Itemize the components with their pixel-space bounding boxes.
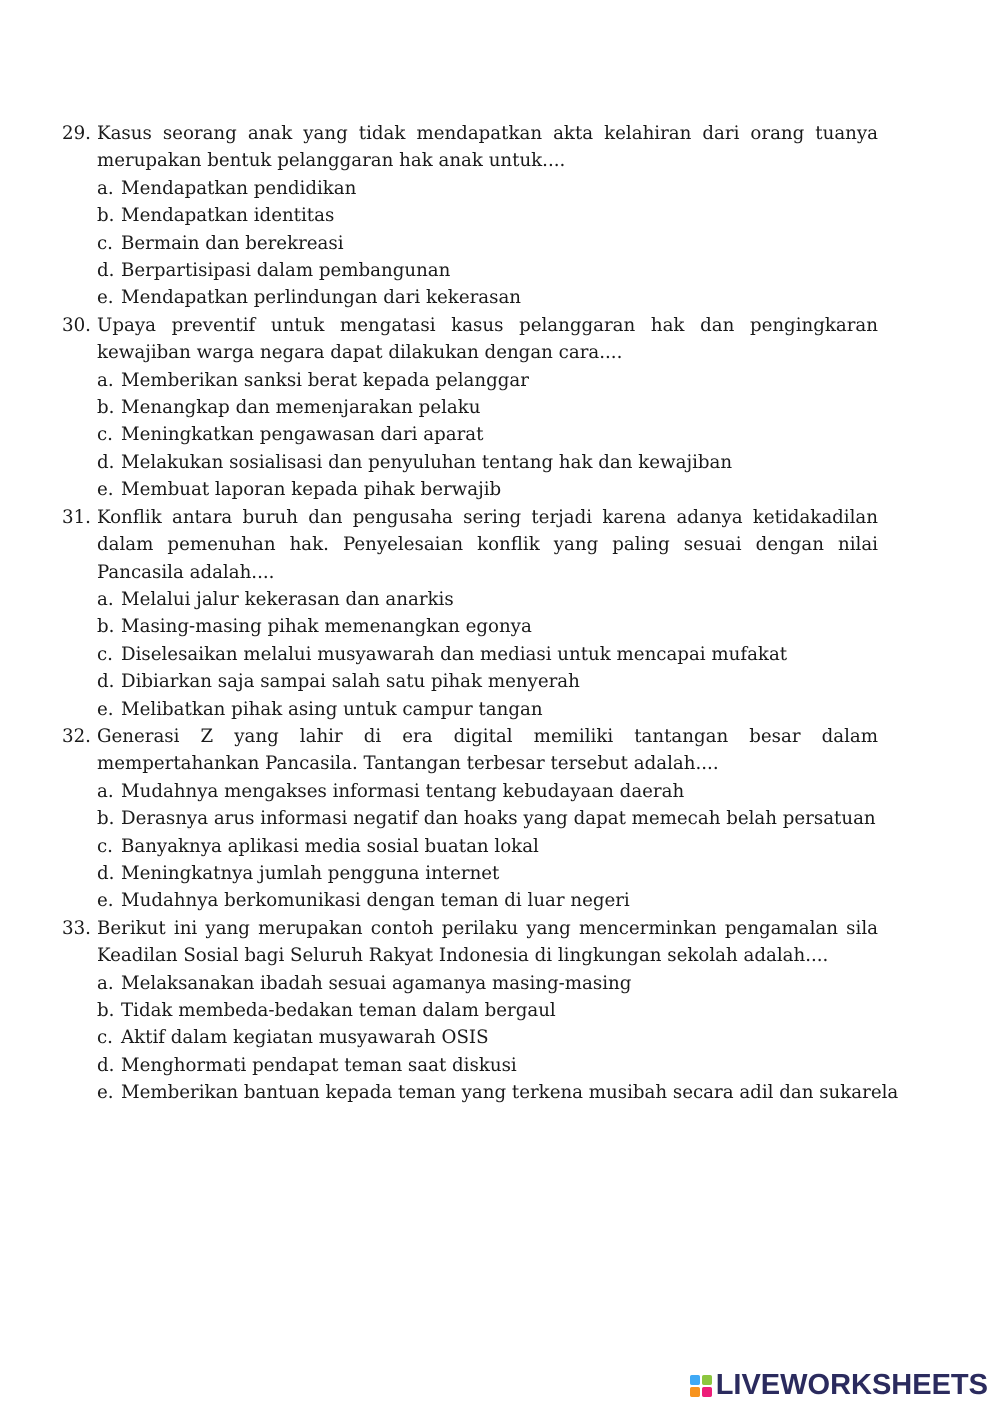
option-text: Meningkatkan pengawasan dari aparat bbox=[121, 424, 484, 446]
question-30 bbox=[62, 312, 878, 504]
option-text: Memberikan sanksi berat kepada pelanggar bbox=[121, 369, 529, 391]
option-letter: d. bbox=[97, 671, 115, 693]
option-letter: e. bbox=[97, 890, 114, 912]
question-number: 32. bbox=[62, 725, 91, 747]
option-letter: a. bbox=[97, 972, 114, 994]
option-d[interactable] bbox=[97, 668, 878, 695]
question-text: Kasus seorang anak yang tidak mendapatkan akta kelahiran dari orang tuanya merupakan bentuk pelanggaran hak anak untuk.... bbox=[97, 123, 878, 172]
liveworksheets-logo-icon bbox=[690, 1375, 712, 1397]
option-letter: b. bbox=[97, 616, 115, 638]
option-b[interactable] bbox=[97, 394, 878, 421]
question-32 bbox=[62, 723, 878, 915]
option-text: Melaksanakan ibadah sesuai agamanya masing-masing bbox=[121, 972, 632, 994]
option-letter: b. bbox=[97, 205, 115, 227]
question-text: Generasi Z yang lahir di era digital memiliki tantangan besar dalam mempertahankan Pancasila. Tantangan terbesar tersebut adalah.... bbox=[97, 725, 878, 775]
option-letter: e. bbox=[97, 698, 114, 720]
option-d[interactable] bbox=[97, 257, 878, 284]
option-b[interactable] bbox=[97, 202, 878, 229]
logo-square bbox=[702, 1387, 712, 1397]
option-letter: b. bbox=[97, 808, 115, 830]
option-b[interactable] bbox=[97, 805, 878, 832]
option-e[interactable] bbox=[97, 476, 878, 503]
option-text: Derasnya arus informasi negatif dan hoaks yang dapat memecah belah persatuan bbox=[121, 808, 876, 830]
option-letter: a. bbox=[97, 588, 114, 610]
option-letter: c. bbox=[97, 835, 113, 857]
logo-square bbox=[690, 1375, 700, 1385]
option-text: Mendapatkan pendidikan bbox=[121, 177, 357, 199]
logo-square bbox=[702, 1375, 712, 1385]
option-text: Mudahnya berkomunikasi dengan teman di luar negeri bbox=[121, 890, 630, 912]
option-letter: c. bbox=[97, 424, 113, 446]
option-text: Menghormati pendapat teman saat diskusi bbox=[121, 1054, 517, 1076]
option-c[interactable] bbox=[97, 833, 878, 860]
option-text: Masing-masing pihak memenangkan egonya bbox=[121, 616, 532, 638]
option-text: Diselesaikan melalui musyawarah dan mediasi untuk mencapai mufakat bbox=[121, 643, 788, 665]
question-29 bbox=[62, 120, 878, 312]
option-a[interactable] bbox=[97, 586, 878, 613]
option-letter: c. bbox=[97, 643, 113, 665]
option-text: Melalui jalur kekerasan dan anarkis bbox=[121, 588, 454, 610]
option-letter: e. bbox=[97, 287, 114, 309]
option-letter: a. bbox=[97, 369, 114, 391]
option-letter: a. bbox=[97, 780, 114, 802]
option-text: Melibatkan pihak asing untuk campur tangan bbox=[121, 698, 543, 720]
option-e[interactable] bbox=[97, 887, 878, 914]
option-text: Memberikan bantuan kepada teman yang terkena musibah secara adil dan sukarela bbox=[121, 1082, 899, 1104]
option-text: Dibiarkan saja sampai salah satu pihak menyerah bbox=[121, 671, 580, 693]
option-d[interactable] bbox=[97, 449, 878, 476]
option-letter: d. bbox=[97, 260, 115, 282]
options-list bbox=[62, 175, 878, 312]
option-letter: e. bbox=[97, 1082, 114, 1104]
option-letter: c. bbox=[97, 1027, 113, 1049]
option-text: Membuat laporan kepada pihak berwajib bbox=[121, 479, 502, 501]
options-list bbox=[62, 586, 878, 723]
options-list bbox=[62, 367, 878, 504]
option-text: Bermain dan berekreasi bbox=[121, 232, 344, 254]
brand-name: LIVEWORKSHEETS bbox=[715, 1369, 988, 1401]
question-31 bbox=[62, 504, 878, 723]
question-number: 30. bbox=[62, 314, 91, 336]
option-text: Tidak membeda-bedakan teman dalam bergaul bbox=[121, 1000, 556, 1021]
option-text: Melakukan sosialisasi dan penyuluhan tentang hak dan kewajiban bbox=[121, 451, 733, 473]
options-list bbox=[62, 970, 899, 1107]
option-c[interactable] bbox=[97, 421, 878, 448]
worksheet-page bbox=[62, 120, 899, 1107]
option-text: Banyaknya aplikasi media sosial buatan lokal bbox=[121, 835, 539, 857]
option-d[interactable] bbox=[97, 860, 878, 887]
question-number: 33. bbox=[62, 917, 91, 939]
option-d[interactable] bbox=[97, 1052, 878, 1079]
option-c[interactable] bbox=[97, 641, 878, 668]
option-text: Mendapatkan identitas bbox=[121, 205, 335, 227]
option-text: Meningkatnya jumlah pengguna internet bbox=[121, 862, 500, 884]
option-a[interactable] bbox=[97, 778, 878, 805]
option-text: Mendapatkan perlindungan dari kekerasan bbox=[121, 287, 522, 309]
option-e[interactable] bbox=[97, 1079, 899, 1106]
option-text: Berpartisipasi dalam pembangunan bbox=[121, 260, 451, 282]
option-text: Mudahnya mengakses informasi tentang kebudayaan daerah bbox=[121, 780, 685, 802]
option-text: Menangkap dan memenjarakan pelaku bbox=[121, 397, 481, 419]
question-text: Berikut ini yang merupakan contoh perilaku yang mencerminkan pengamalan sila Keadilan Sosial bagi Seluruh Rakyat Indonesia di lingkungan sekolah adalah.... bbox=[97, 917, 878, 967]
option-letter: b. bbox=[97, 397, 115, 419]
option-e[interactable] bbox=[97, 284, 878, 311]
option-b[interactable] bbox=[97, 613, 878, 640]
option-b[interactable] bbox=[97, 997, 878, 1024]
option-letter: d. bbox=[97, 862, 115, 884]
liveworksheets-brand bbox=[690, 1369, 988, 1402]
question-33 bbox=[62, 915, 899, 1107]
option-letter: a. bbox=[97, 177, 114, 199]
option-c[interactable] bbox=[97, 1024, 878, 1051]
option-letter: c. bbox=[97, 232, 113, 254]
question-number: 31. bbox=[62, 506, 91, 528]
option-text: Aktif dalam kegiatan musyawarah OSIS bbox=[121, 1027, 489, 1049]
option-e[interactable] bbox=[97, 696, 878, 723]
option-a[interactable] bbox=[97, 970, 878, 997]
question-text: Upaya preventif untuk mengatasi kasus pelanggaran hak dan pengingkaran kewajiban warga negara dapat dilakukan dengan cara.... bbox=[97, 314, 878, 364]
option-a[interactable] bbox=[97, 175, 878, 202]
option-letter: d. bbox=[97, 1054, 115, 1076]
logo-square bbox=[690, 1387, 700, 1397]
option-letter: b. bbox=[97, 1000, 115, 1021]
option-letter: e. bbox=[97, 479, 114, 501]
option-letter: d. bbox=[97, 451, 115, 473]
question-number: 29. bbox=[62, 123, 91, 144]
options-list bbox=[62, 778, 878, 915]
option-c[interactable] bbox=[97, 230, 878, 257]
question-text: Konflik antara buruh dan pengusaha sering terjadi karena adanya ketidakadilan dalam pemenuhan hak. Penyelesaian konflik yang paling sesuai dengan nilai Pancasila adalah.... bbox=[97, 506, 878, 583]
option-a[interactable] bbox=[97, 367, 878, 394]
